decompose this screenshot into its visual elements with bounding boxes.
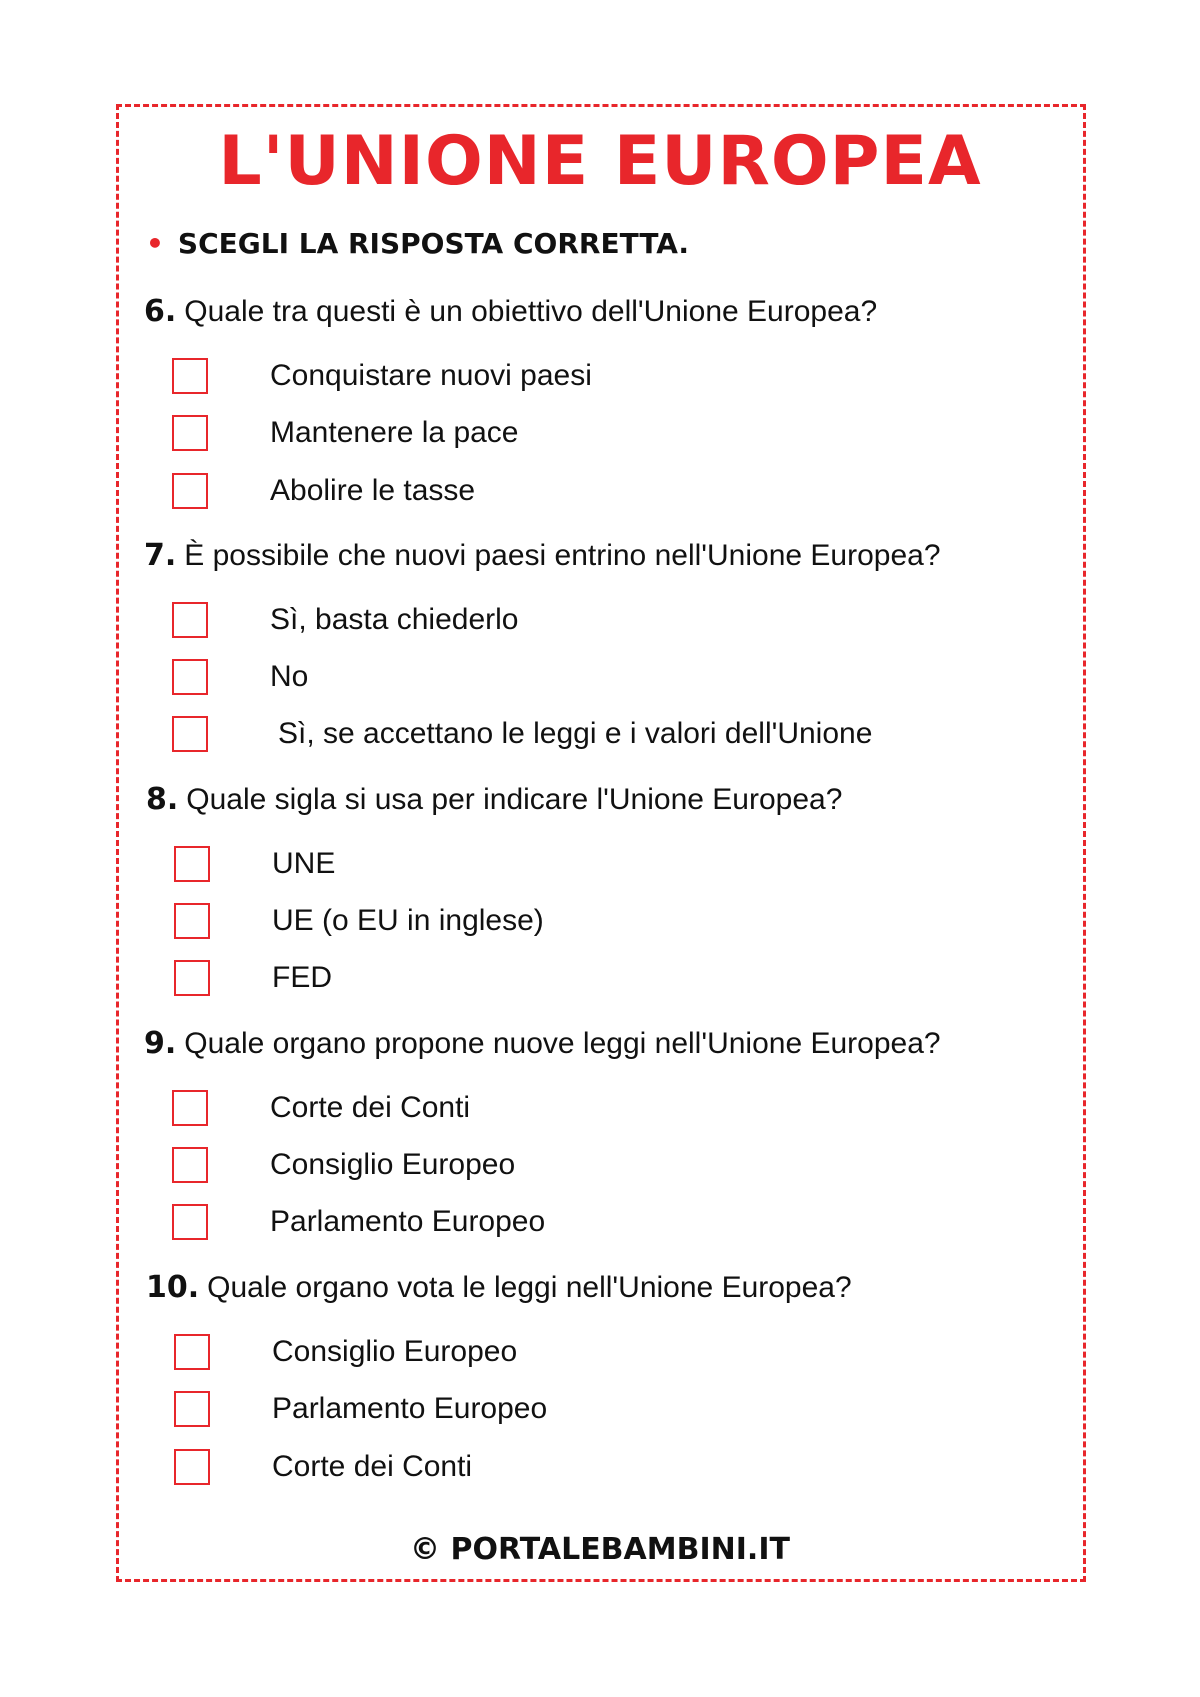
question-text: Quale organo propone nuove leggi nell'Unione Europea? xyxy=(184,1027,941,1060)
option-8c[interactable] xyxy=(174,958,332,998)
option-label: Consiglio Europeo xyxy=(272,1335,518,1368)
option-7b[interactable] xyxy=(172,657,308,697)
option-9a[interactable] xyxy=(172,1088,470,1128)
checkbox[interactable] xyxy=(172,1204,208,1240)
checkbox[interactable] xyxy=(172,415,208,451)
option-10a[interactable] xyxy=(174,1332,517,1372)
question-text: Quale sigla si usa per indicare l'Unione Europea? xyxy=(186,783,843,816)
option-10b[interactable] xyxy=(174,1389,547,1429)
checkbox[interactable] xyxy=(172,1090,208,1126)
option-label: Sì, basta chiederlo xyxy=(270,603,519,636)
copyright-footer: © PORTALEBAMBINI.IT xyxy=(410,1532,790,1567)
question-9 xyxy=(144,1026,941,1062)
question-text: Quale organo vota le leggi nell'Unione Europea? xyxy=(207,1271,852,1304)
question-number: 8. xyxy=(146,782,179,817)
question-number: 6. xyxy=(144,294,177,329)
option-8a[interactable] xyxy=(174,844,335,884)
option-label: Parlamento Europeo xyxy=(270,1205,546,1238)
option-10c[interactable] xyxy=(174,1447,472,1487)
option-label: Parlamento Europeo xyxy=(272,1392,548,1425)
instruction xyxy=(146,226,689,262)
question-6 xyxy=(144,294,877,330)
option-6a[interactable] xyxy=(172,356,592,396)
question-number: 10. xyxy=(146,1270,200,1305)
question-8 xyxy=(146,782,842,818)
checkbox[interactable] xyxy=(172,1147,208,1183)
question-number: 7. xyxy=(144,538,177,573)
option-8b[interactable] xyxy=(174,901,544,941)
checkbox[interactable] xyxy=(174,1449,210,1485)
option-9b[interactable] xyxy=(172,1145,515,1185)
checkbox[interactable] xyxy=(174,960,210,996)
question-number: 9. xyxy=(144,1026,177,1061)
checkbox[interactable] xyxy=(174,903,210,939)
question-10 xyxy=(146,1270,852,1306)
bullet-icon: • xyxy=(146,227,164,260)
checkbox[interactable] xyxy=(174,846,210,882)
option-7c[interactable] xyxy=(172,714,872,754)
option-label: Sì, se accettano le leggi e i valori dell'Unione xyxy=(278,717,873,750)
checkbox[interactable] xyxy=(174,1391,210,1427)
page-title: L'UNIONE EUROPEA xyxy=(218,122,982,201)
question-text: Quale tra questi è un obiettivo dell'Unione Europea? xyxy=(184,295,878,328)
option-label: UNE xyxy=(272,847,336,880)
checkbox[interactable] xyxy=(172,473,208,509)
option-label: Corte dei Conti xyxy=(270,1091,471,1124)
question-7 xyxy=(144,538,941,574)
option-label: Consiglio Europeo xyxy=(270,1148,516,1181)
instruction-text: SCEGLI LA RISPOSTA CORRETTA. xyxy=(177,227,690,260)
checkbox[interactable] xyxy=(172,358,208,394)
option-label: FED xyxy=(272,961,332,994)
checkbox[interactable] xyxy=(172,659,208,695)
option-label: Corte dei Conti xyxy=(272,1450,473,1483)
option-9c[interactable] xyxy=(172,1202,545,1242)
option-label: Conquistare nuovi paesi xyxy=(270,359,592,392)
option-6c[interactable] xyxy=(172,471,475,511)
checkbox[interactable] xyxy=(174,1334,210,1370)
option-7a[interactable] xyxy=(172,600,518,640)
checkbox[interactable] xyxy=(172,602,208,638)
option-6b[interactable] xyxy=(172,413,519,453)
option-label: Abolire le tasse xyxy=(270,474,476,507)
question-text: È possibile che nuovi paesi entrino nell'Unione Europea? xyxy=(184,539,941,572)
checkbox[interactable] xyxy=(172,716,208,752)
option-label: Mantenere la pace xyxy=(270,416,519,449)
option-label: No xyxy=(270,660,309,693)
option-label: UE (o EU in inglese) xyxy=(272,904,544,937)
